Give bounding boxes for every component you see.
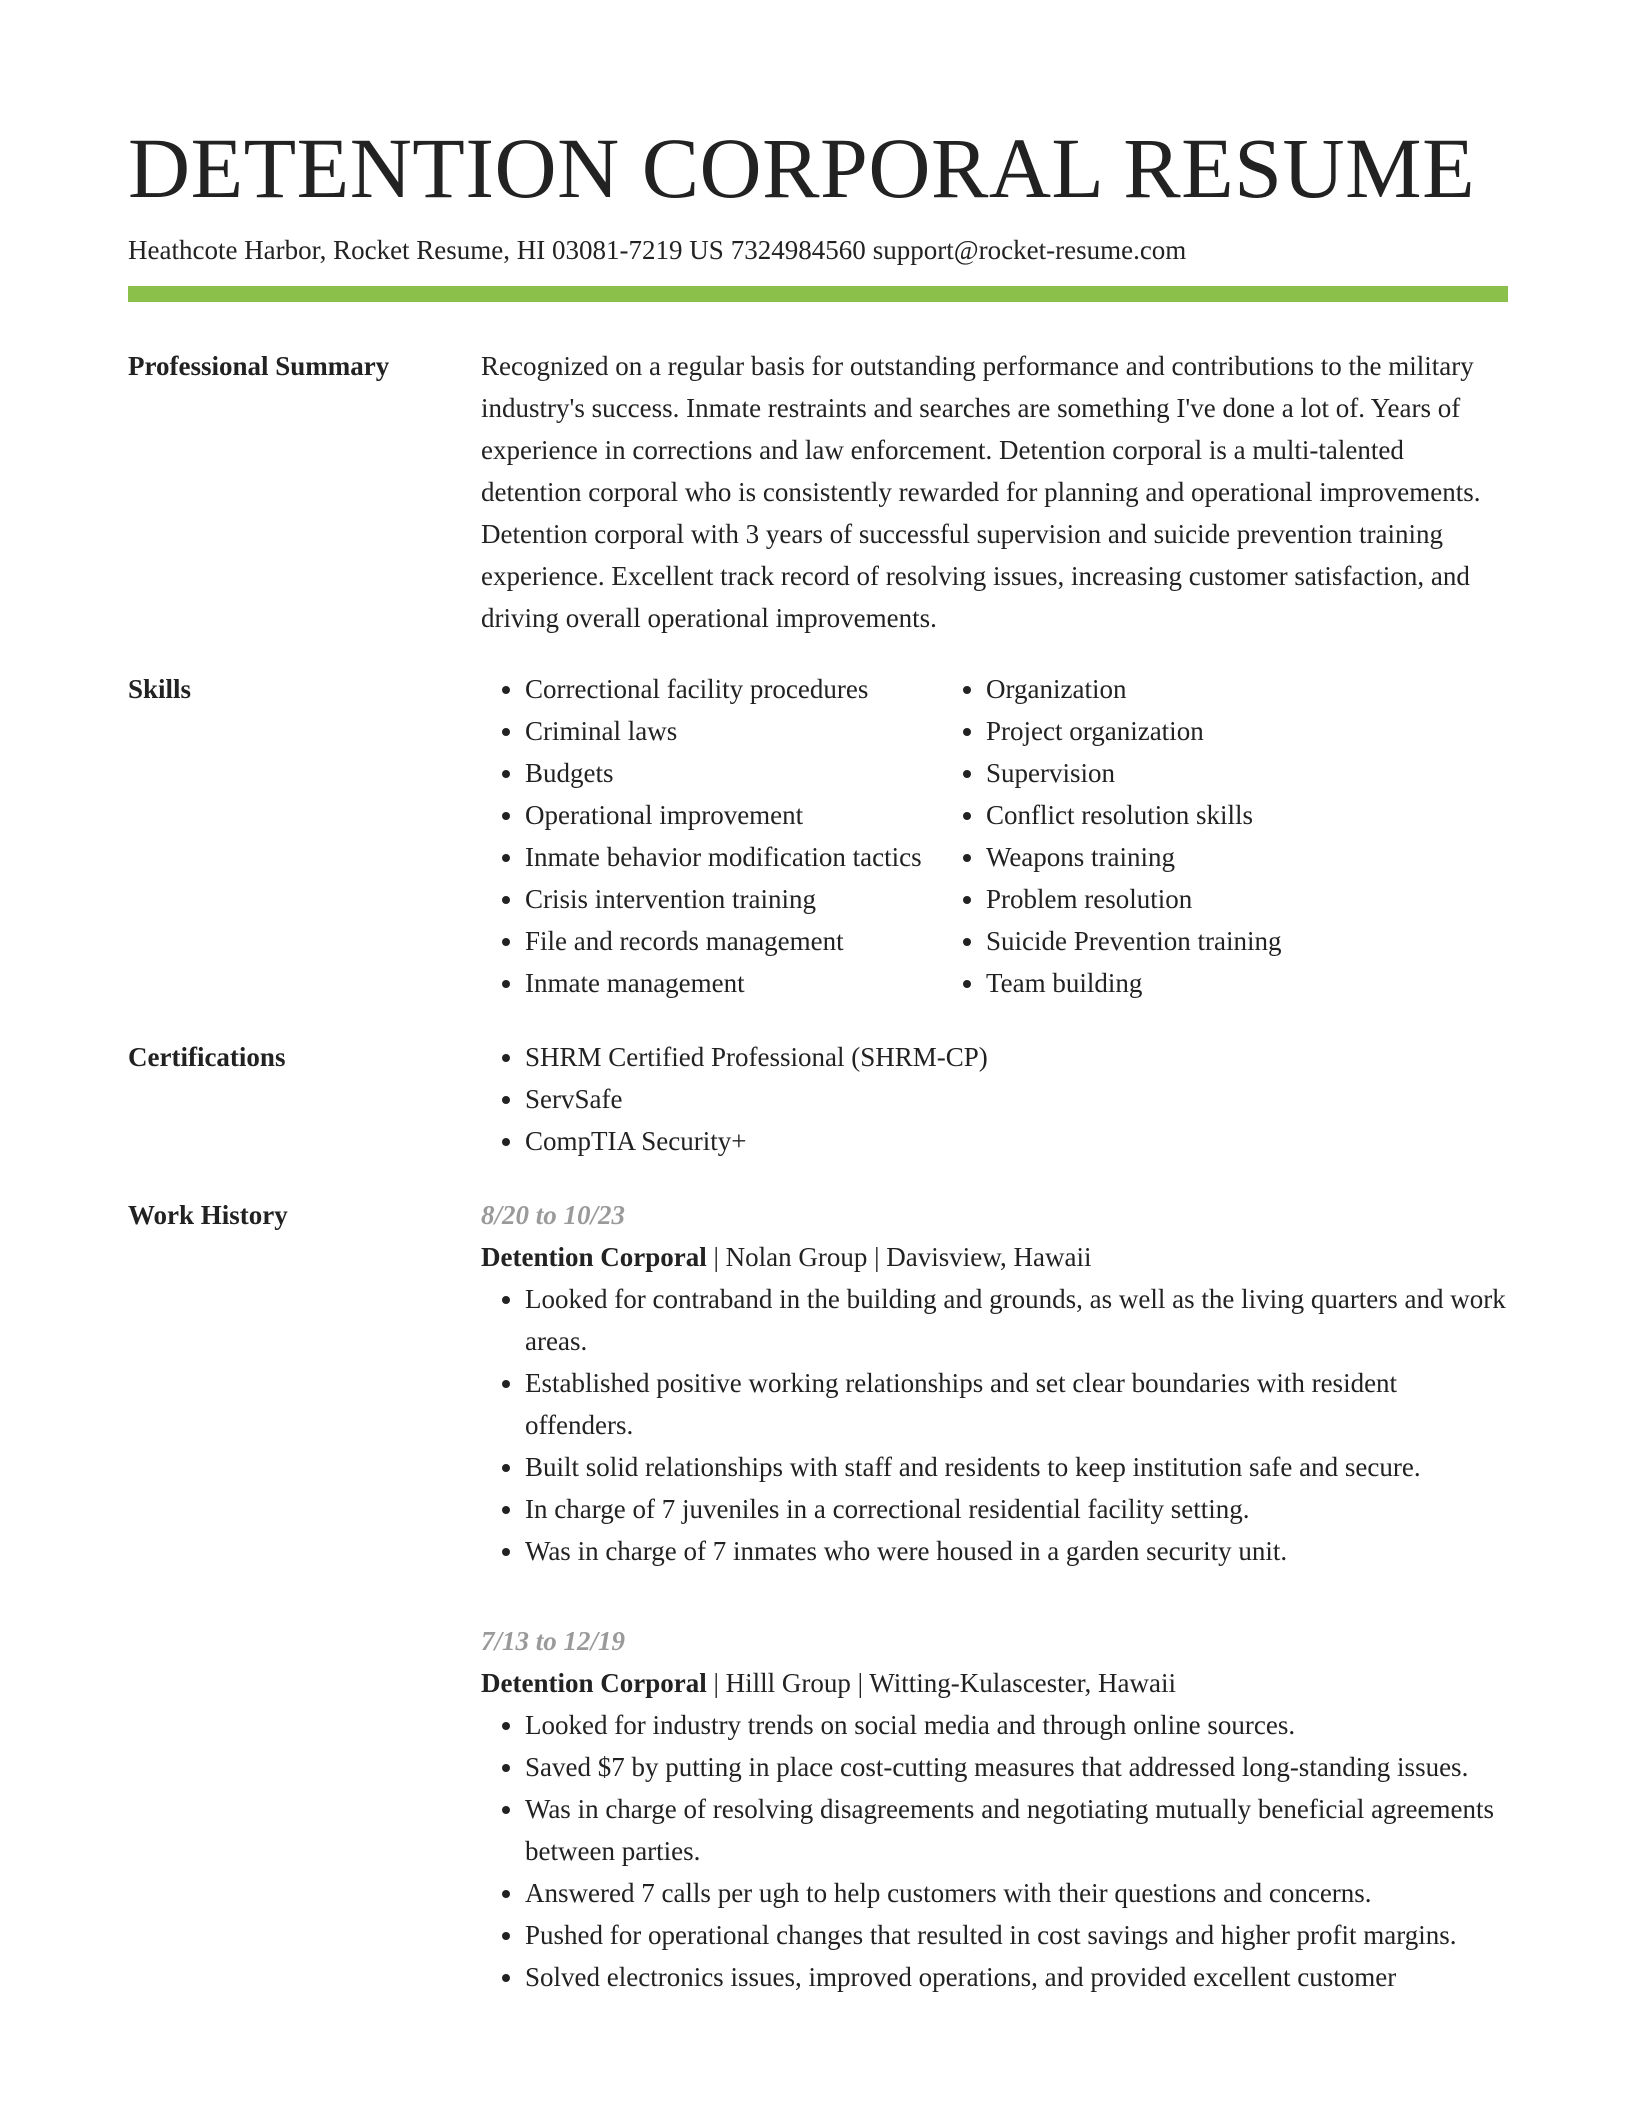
skill-item: • Crisis intervention training <box>525 878 942 920</box>
certifications-body <box>481 1036 1508 1162</box>
job-bullets <box>481 1278 1508 1572</box>
job-heading <box>481 1236 1508 1278</box>
certifications-label: Certifications <box>128 1042 286 1072</box>
contact-email: support@rocket-resume.com <box>872 235 1187 265</box>
skill-item: • Budgets <box>525 752 942 794</box>
summary-body <box>481 345 1508 639</box>
summary-label: Professional Summary <box>128 351 390 381</box>
skills-list-left <box>481 668 942 1004</box>
job-company: Hilll Group <box>725 1668 851 1698</box>
skills-body <box>481 668 1508 1004</box>
job-entry <box>481 1194 1508 1572</box>
skills-list-right <box>942 668 1508 1004</box>
resume-title: DETENTION CORPORAL RESUME <box>128 120 1476 216</box>
job-title: Detention Corporal <box>481 1242 707 1272</box>
job-dates: 8/20 to 10/23 <box>481 1200 626 1230</box>
skill-item: • Criminal laws <box>525 710 942 752</box>
skill-item: • Conflict resolution skills <box>986 794 1508 836</box>
certification-item: • ServSafe <box>525 1078 1508 1120</box>
skill-item: • Suicide Prevention training <box>986 920 1508 962</box>
job-bullet: • In charge of 7 juveniles in a correctional residential facility setting. <box>525 1488 1508 1530</box>
contact-line <box>128 232 1186 268</box>
skill-item: • Problem resolution <box>986 878 1508 920</box>
skill-item: • Weapons training <box>986 836 1508 878</box>
job-bullet: • Pushed for operational changes that resulted in cost savings and higher profit margins. <box>525 1914 1508 1956</box>
skill-item: • Operational improvement <box>525 794 942 836</box>
job-separator: | <box>874 1242 880 1272</box>
header-divider <box>128 286 1508 302</box>
job-bullet: • Saved $7 by putting in place cost-cutting measures that addressed long-standing issues. <box>525 1746 1508 1788</box>
job-separator: | <box>857 1668 864 1698</box>
job-separator: | <box>713 1668 719 1698</box>
job-location: Witting-Kulascester, Hawaii <box>869 1668 1177 1698</box>
job-bullets <box>481 1704 1508 1998</box>
job-bullet: • Looked for industry trends on social media and through online sources. <box>525 1704 1508 1746</box>
work-history-label: Work History <box>128 1200 288 1230</box>
skill-item: • Inmate management <box>525 962 942 1004</box>
job-bullet: • Answered 7 calls per ugh to help customers with their questions and concerns. <box>525 1872 1508 1914</box>
job-bullet: • Was in charge of 7 inmates who were housed in a garden security unit. <box>525 1530 1508 1572</box>
job-heading <box>481 1662 1508 1704</box>
job-title: Detention Corporal <box>481 1668 707 1698</box>
skills-label: Skills <box>128 674 192 704</box>
summary-text: Recognized on a regular basis for outstanding performance and contributions to the military industry's success. Inmate restraints and searches are something I've done a lot of. Years of experience in corrections and law enforcement. Detention corporal is a multi-talented detention corporal who is consistently rewarded for planning and operational improvements. Detention corporal with 3 years of successful supervision and suicide prevention training experience. Excellent track record of resolving issues, increasing customer satisfaction, and driving overall operational improvements. <box>481 351 1481 633</box>
job-bullet: • Was in charge of resolving disagreements and negotiating mutually beneficial agreements between parties. <box>525 1788 1508 1872</box>
job-separator: | <box>713 1242 719 1272</box>
skill-item: • Correctional facility procedures <box>525 668 942 710</box>
skill-item: • Organization <box>986 668 1508 710</box>
job-entry <box>481 1620 1508 1998</box>
contact-phone: 7324984560 <box>730 235 866 265</box>
job-location: Davisview, Hawaii <box>886 1242 1092 1272</box>
skill-item: • Supervision <box>986 752 1508 794</box>
skill-item: • Team building <box>986 962 1508 1004</box>
contact-address: Heathcote Harbor, Rocket Resume, HI 03081-7219 US <box>128 235 724 265</box>
job-dates: 7/13 to 12/19 <box>481 1626 626 1656</box>
job-bullet: • Looked for contraband in the building and grounds, as well as the living quarters and work areas. <box>525 1278 1508 1362</box>
certification-item: • CompTIA Security+ <box>525 1120 1508 1162</box>
certification-item: • SHRM Certified Professional (SHRM-CP) <box>525 1036 1508 1078</box>
skills-columns <box>481 668 1508 1004</box>
job-bullet: • Built solid relationships with staff and residents to keep institution safe and secure. <box>525 1446 1508 1488</box>
skill-item: • Inmate behavior modification tactics <box>525 836 942 878</box>
job-bullet: • Established positive working relationships and set clear boundaries with resident offenders. <box>525 1362 1508 1446</box>
skill-item: • Project organization <box>986 710 1508 752</box>
job-company: Nolan Group <box>725 1242 868 1272</box>
skill-item: • File and records management <box>525 920 942 962</box>
certifications-list <box>481 1036 1508 1162</box>
job-bullet: • Solved electronics issues, improved operations, and provided excellent customer <box>525 1956 1508 1998</box>
